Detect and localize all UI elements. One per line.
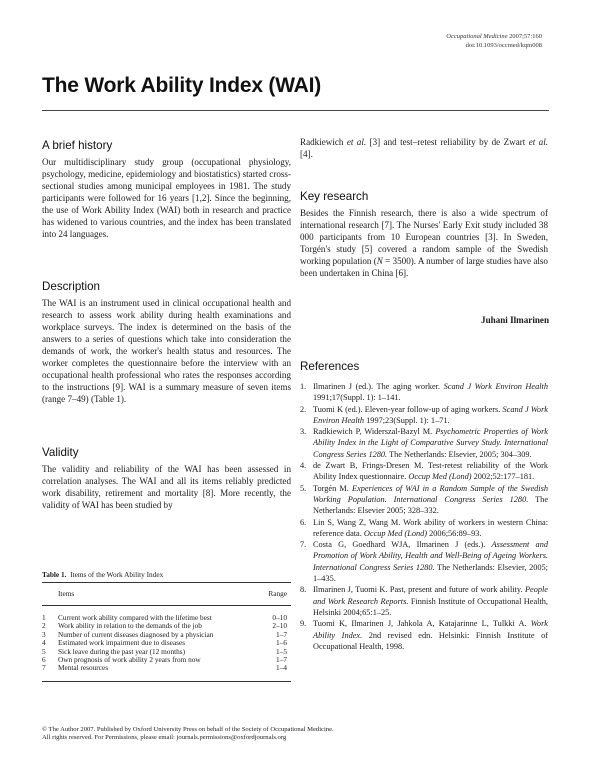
key-research-a: Besides the Finnish research, there is also a wide spectrum of international research [7]. The Nurses' Early Exit study included 38 000 participants from 10 European countries [3]. In Sweden, Torgén's study [5] covered a random sample of the Swedish working population ( xyxy=(300,208,548,266)
table-caption xyxy=(42,570,163,579)
row-item: Mental resources xyxy=(58,663,109,673)
validity-cont-etal-2: et al. xyxy=(528,137,548,147)
reference-item xyxy=(300,404,548,427)
reference-item xyxy=(300,584,548,618)
ref-details: 2002;52:177–181. xyxy=(471,472,535,482)
ref-details: The Netherlands: Elsevier, 2005; 1–435. xyxy=(313,562,548,584)
history-text: Our multidisciplinary study group (occupational physiology, psychology, medicine, epidemiology and biostatistics) started cross-sectional studies among municipal employees in 1981. The study participants were followed for 16 years [1,2]. Since the beginning, the use of Work Ability Index (WAI) both in research and practice has widened to various countries, and the index has been translated into 24 languages. xyxy=(42,157,291,239)
validity-cont-etal-1: et al. xyxy=(346,137,367,147)
copyright-footer xyxy=(42,726,334,743)
row-number: 3 xyxy=(42,629,46,639)
key-research-text xyxy=(300,208,548,280)
row-item: Own prognosis of work ability 2 years from now xyxy=(58,654,201,664)
ref-number: 3. xyxy=(300,427,307,437)
ref-source: Occup Med (Lond) xyxy=(408,472,472,482)
ref-text: Torgén M. xyxy=(313,483,352,493)
ref-source: People and Work Research Reports. xyxy=(313,585,548,606)
ref-details: Finnish Institute of Occupational Health, Helsinki 2004;65:1–25. xyxy=(313,596,548,617)
reference-list xyxy=(300,381,548,652)
ref-source: Work Ability Index. xyxy=(313,619,548,640)
row-range: 1–6 xyxy=(276,638,287,648)
col-range: Range xyxy=(268,589,287,598)
reference-item xyxy=(300,517,548,540)
row-range: 1–5 xyxy=(276,646,287,656)
references-heading: References xyxy=(300,360,360,373)
work-ability-table xyxy=(42,582,291,682)
journal-name: Occupational Medicine xyxy=(446,33,508,40)
ref-details: The Netherlands: Elsevier, 2005; 304–309. xyxy=(387,449,532,459)
ref-number: 7. xyxy=(300,540,307,550)
ref-text: Radkiewich P, Widerszal-Bazyl M. xyxy=(313,427,436,437)
description-heading: Description xyxy=(42,280,100,293)
reference-item xyxy=(300,539,548,584)
ref-details: 2nd revised edn. Helsinki: Finnish Institute of Occupational Health, 1998. xyxy=(313,630,548,651)
ref-text: Lin S, Wang Z, Wang M. Work ability of workers in western China: reference data. xyxy=(313,517,548,538)
ref-number: 1. xyxy=(300,382,307,391)
validity-cont-b: [3] and test–retest reliability by de Zwart xyxy=(366,137,529,147)
journal-citation: 2007;57:160 xyxy=(509,33,542,40)
reference-item xyxy=(300,381,548,404)
row-item: Estimated work impairment due to diseases xyxy=(58,638,186,648)
ref-number: 2. xyxy=(300,404,307,414)
ref-number: 8. xyxy=(300,585,307,595)
row-item: Work ability in relation to the demands of the job xyxy=(58,621,202,631)
reference-item xyxy=(300,460,548,483)
ref-source: Experiences of WAI in a Random Sample of the Swedish Working Population. International Congress Series 1280. xyxy=(313,483,548,504)
author-signature: Juhani Ilmarinen xyxy=(481,315,549,325)
reference-item xyxy=(300,426,548,460)
row-number: 5 xyxy=(42,646,46,656)
running-head xyxy=(446,33,542,50)
ref-details: The Netherlands: Elsevier 2005; 328–332. xyxy=(313,494,548,516)
ref-text: Tuomi K, Ilmarinen J, Jahkola A, Katajarinne L, Tulkki A. xyxy=(313,619,531,629)
ref-source: Scand J Work Environ Health xyxy=(443,382,548,391)
row-number: 1 xyxy=(42,613,46,622)
ref-text: Ilmarinen J (ed.). The aging worker. xyxy=(313,382,444,391)
row-number: 4 xyxy=(42,638,46,648)
ref-text: Ilmarinen J, Tuomi K. Past, present and future of work ability. xyxy=(313,585,525,595)
row-range: 0–10 xyxy=(272,613,287,622)
row-range: 1–4 xyxy=(276,663,287,673)
ref-details: 1991;17(Suppl. 1): 1–141. xyxy=(313,393,401,403)
validity-continued xyxy=(300,137,548,161)
table-row xyxy=(42,664,291,672)
row-range: 1–7 xyxy=(276,654,287,664)
table-header-rule xyxy=(42,605,291,606)
validity-cont-c: [4]. xyxy=(300,148,313,159)
ref-text: Tuomi K (ed.). Eleven-year follow-up of aging workers. xyxy=(313,404,503,414)
doi: doi:10.1093/occmed/kqm008 xyxy=(465,41,542,49)
ref-number: 6. xyxy=(300,517,307,527)
table-header xyxy=(42,583,291,605)
description-text: The WAI is an instrument used in clinical occupational health and research to assess work ability during health examinations and workplace surveys. The index is determined on the basis of the answers to a series of questions which take into consideration the demands of work, the worker's health status and resources. The worker completes the questionnaire before the interview with an occupational health professional who rates the responses according to the instructions [9]. WAI is a summary measure of seven items (range 7–49) (Table 1). xyxy=(42,298,291,404)
table-bottom-rule xyxy=(42,681,291,682)
table-caption-text: Items of the Work Ability Index xyxy=(70,570,164,579)
validity-text: The validity and reliability of the WAI has been assessed in correlation analyses. The WAI and all its items reliably predicted work disability, retirement and mortality [8]. More recently, the validity of WAI has been studied by xyxy=(42,464,291,510)
key-research-b: = 3500). A number of large studies have also been undertaken in China [6]. xyxy=(300,255,548,278)
validity-heading: Validity xyxy=(42,446,79,459)
page-title: The Work Ability Index (WAI) xyxy=(42,74,322,97)
ref-source: Psychometric Properties of Work Ability Index in the Light of Comparative Survey Study. International Congress Series 1280. xyxy=(313,427,548,459)
title-rule xyxy=(42,110,549,111)
row-range: 1–7 xyxy=(276,629,287,639)
ref-details: 2006;56:89–93. xyxy=(427,528,482,538)
ref-source: Assessment and Promotion of Work Ability, Health and Well-Being of Ageing Workers. International Congress Series 1280. xyxy=(313,540,548,572)
ref-number: 5. xyxy=(300,483,307,493)
ref-source: Scand J Work Environ Health xyxy=(313,404,548,425)
permissions-line: All rights reserved. For Permissions, please email: journals.permissions@oxfordjournals.org xyxy=(42,734,287,742)
row-range: 2–10 xyxy=(272,621,287,631)
row-item: Current work ability compared with the lifetime best xyxy=(58,613,212,622)
row-number: 6 xyxy=(42,654,46,664)
history-heading: A brief history xyxy=(42,139,113,152)
key-research-heading: Key research xyxy=(300,190,369,203)
reference-item xyxy=(300,483,548,517)
ref-text: Costa G, Goedhard WJA, Ilmarinen J (eds.). xyxy=(313,540,492,550)
row-item: Sick leave during the past year (12 months) xyxy=(58,646,186,656)
col-items: Items xyxy=(58,589,75,598)
reference-item xyxy=(300,618,548,652)
ref-source: Occup Med (Lond) xyxy=(363,528,428,538)
row-number: 7 xyxy=(42,663,46,673)
key-research-n: N xyxy=(376,255,383,266)
row-item: Number of current diseases diagnosed by a physician xyxy=(58,629,214,639)
copyright-line: © The Author 2007. Published by Oxford University Press on behalf of the Society of Occupational Medicine. xyxy=(42,726,334,733)
ref-details: 1997;23(Suppl. 1): 1–71. xyxy=(364,415,450,425)
validity-cont-a: Radkiewich xyxy=(300,137,347,147)
ref-number: 4. xyxy=(300,461,307,471)
row-number: 2 xyxy=(42,621,46,631)
ref-text: de Zwart B, Frings-Dresen M. Test-retest reliability of the Work Ability Index questionnaire. xyxy=(313,461,548,482)
table-label: Table 1. xyxy=(42,570,67,579)
ref-number: 9. xyxy=(300,619,307,629)
